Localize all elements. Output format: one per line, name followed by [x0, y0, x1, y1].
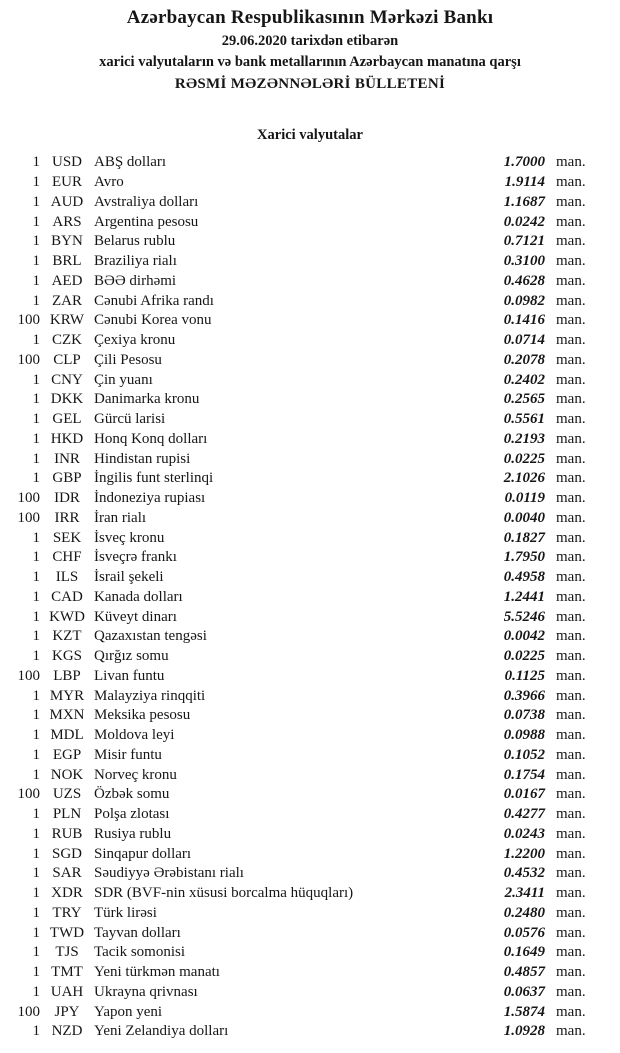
- rate-row: [0, 489, 620, 509]
- currency-code-cell: TWD: [49, 924, 85, 941]
- currency-name-cell: Argentina pesosu: [94, 213, 199, 230]
- rate-value-cell: 0.4628: [503, 272, 545, 289]
- currency-code-cell: CNY: [51, 371, 83, 388]
- unit-cell: man.: [556, 806, 586, 823]
- currency-code-cell: KGS: [51, 648, 82, 665]
- currency-code-cell: LBP: [53, 667, 81, 684]
- currency-code-cell: MYR: [49, 687, 85, 704]
- rate-value-cell: 0.4277: [503, 806, 545, 823]
- rate-row: [0, 805, 620, 825]
- rate-value-cell: 0.0982: [503, 292, 545, 309]
- currency-name-cell: ABŞ dolları: [94, 154, 167, 171]
- rate-value-cell: 1.1687: [503, 193, 545, 210]
- quantity-cell: 1: [32, 983, 40, 1000]
- rate-value-cell: 0.1416: [503, 312, 545, 329]
- rate-row: [0, 509, 620, 529]
- unit-cell: man.: [556, 193, 586, 210]
- unit-cell: man.: [556, 845, 586, 862]
- quantity-cell: 1: [32, 707, 40, 724]
- rate-value-cell: 1.5874: [503, 1003, 545, 1020]
- quantity-cell: 100: [17, 509, 40, 526]
- currency-name-cell: İsrail şekeli: [94, 569, 164, 586]
- currency-name-cell: Çexiya kronu: [94, 332, 176, 349]
- unit-cell: man.: [556, 885, 586, 902]
- rate-row: [0, 311, 620, 331]
- quantity-cell: 1: [32, 292, 40, 309]
- quantity-cell: 1: [32, 233, 40, 250]
- rate-value-cell: 0.0225: [503, 450, 545, 467]
- currency-code-cell: ILS: [55, 569, 79, 586]
- rate-value-cell: 1.2441: [503, 588, 545, 605]
- quantity-cell: 1: [32, 1023, 40, 1040]
- bank-title: Azərbaycan Respublikasının Mərkəzi Bankı: [126, 7, 494, 28]
- rate-value-cell: 0.0042: [503, 628, 545, 645]
- quantity-cell: 1: [32, 588, 40, 605]
- rate-value-cell: 0.4958: [503, 569, 545, 586]
- currency-code-cell: KRW: [49, 312, 85, 329]
- rate-row: [0, 904, 620, 924]
- currency-code-cell: AUD: [50, 193, 84, 210]
- quantity-cell: 1: [32, 904, 40, 921]
- currency-name-cell: Yapon yeni: [94, 1003, 163, 1020]
- currency-code-cell: CZK: [52, 332, 82, 349]
- rate-value-cell: 0.0738: [503, 707, 545, 724]
- quantity-cell: 1: [32, 411, 40, 428]
- currency-code-cell: XDR: [51, 885, 83, 902]
- currency-name-cell: İngilis funt sterlinqi: [94, 470, 214, 487]
- unit-cell: man.: [556, 1023, 586, 1040]
- currency-name-cell: Cənubi Korea vonu: [94, 312, 212, 329]
- bulletin-header: [0, 0, 620, 95]
- rate-value-cell: 0.0714: [503, 332, 545, 349]
- quantity-cell: 1: [32, 865, 40, 882]
- unit-cell: man.: [556, 509, 586, 526]
- quantity-cell: 1: [32, 964, 40, 981]
- rate-row: [0, 607, 620, 627]
- quantity-cell: 1: [32, 608, 40, 625]
- currency-name-cell: Qazaxıstan tengəsi: [94, 628, 207, 645]
- currency-code-cell: NZD: [51, 1023, 83, 1040]
- currency-name-cell: Sinqapur dolları: [94, 845, 192, 862]
- unit-cell: man.: [556, 825, 586, 842]
- rate-row: [0, 528, 620, 548]
- currency-name-cell: Polşa zlotası: [94, 806, 170, 823]
- rate-value-cell: 1.7000: [503, 154, 545, 171]
- currency-name-cell: Braziliya rialı: [94, 253, 177, 270]
- rate-row: [0, 252, 620, 272]
- rate-value-cell: 0.0040: [503, 509, 545, 526]
- rate-row: [0, 746, 620, 766]
- rate-row: [0, 370, 620, 390]
- unit-cell: man.: [556, 569, 586, 586]
- currency-name-cell: Malayziya rinqqiti: [94, 687, 206, 704]
- unit-cell: man.: [556, 154, 586, 171]
- unit-cell: man.: [556, 430, 586, 447]
- currency-name-cell: Cənubi Afrika randı: [94, 292, 214, 309]
- currency-code-cell: KZT: [52, 628, 82, 645]
- quantity-cell: 1: [32, 687, 40, 704]
- rate-value-cell: 0.0637: [503, 983, 545, 1000]
- rate-row: [0, 173, 620, 193]
- currency-code-cell: UAH: [50, 983, 84, 1000]
- rate-row: [0, 469, 620, 489]
- unit-cell: man.: [556, 272, 586, 289]
- rate-row: [0, 548, 620, 568]
- rate-value-cell: 0.2402: [503, 371, 545, 388]
- currency-name-cell: Türk lirəsi: [94, 904, 157, 921]
- rate-value-cell: 1.0928: [503, 1023, 545, 1040]
- currency-code-cell: SEK: [52, 529, 82, 546]
- unit-cell: man.: [556, 608, 586, 625]
- currency-code-cell: JPY: [54, 1003, 80, 1020]
- quantity-cell: 1: [32, 529, 40, 546]
- currency-name-cell: Tayvan dolları: [94, 924, 181, 941]
- rate-row: [0, 272, 620, 292]
- quantity-cell: 1: [32, 450, 40, 467]
- unit-cell: man.: [556, 233, 586, 250]
- currency-code-cell: USD: [51, 154, 82, 171]
- currency-name-cell: Avro: [94, 174, 124, 191]
- currency-code-cell: ZAR: [52, 292, 82, 309]
- unit-cell: man.: [556, 312, 586, 329]
- currency-name-cell: İran rialı: [94, 509, 147, 526]
- unit-cell: man.: [556, 904, 586, 921]
- currency-code-cell: PLN: [52, 806, 82, 823]
- currency-code-cell: CHF: [52, 549, 82, 566]
- currency-code-cell: TJS: [55, 944, 79, 961]
- quantity-cell: 1: [32, 391, 40, 408]
- quantity-cell: 100: [17, 786, 40, 803]
- rate-row: [0, 765, 620, 785]
- currency-name-cell: İsveçrə frankı: [94, 549, 177, 566]
- rate-value-cell: 0.2565: [503, 391, 545, 408]
- currency-name-cell: Kanada dolları: [94, 588, 183, 605]
- rate-value-cell: 2.1026: [503, 470, 545, 487]
- currency-name-cell: Qırğız somu: [94, 648, 169, 665]
- quantity-cell: 1: [32, 628, 40, 645]
- rate-value-cell: 0.0988: [503, 727, 545, 744]
- unit-cell: man.: [556, 174, 586, 191]
- currency-code-cell: CAD: [51, 588, 83, 605]
- quantity-cell: 1: [32, 174, 40, 191]
- quantity-cell: 1: [32, 193, 40, 210]
- quantity-cell: 1: [32, 806, 40, 823]
- unit-cell: man.: [556, 411, 586, 428]
- currency-code-cell: BYN: [51, 233, 83, 250]
- rate-value-cell: 0.0167: [503, 786, 545, 803]
- unit-cell: man.: [556, 687, 586, 704]
- quantity-cell: 100: [17, 312, 40, 329]
- rate-value-cell: 0.0576: [503, 924, 545, 941]
- unit-cell: man.: [556, 924, 586, 941]
- rate-row: [0, 410, 620, 430]
- rate-row: [0, 331, 620, 351]
- quantity-cell: 100: [17, 351, 40, 368]
- rate-row: [0, 943, 620, 963]
- currency-code-cell: HKD: [50, 430, 84, 447]
- quantity-cell: 1: [32, 766, 40, 783]
- currency-code-cell: NOK: [50, 766, 84, 783]
- currency-code-cell: GBP: [52, 470, 82, 487]
- unit-cell: man.: [556, 490, 586, 507]
- currency-name-cell: Honq Konq dolları: [94, 430, 208, 447]
- bulletin-title: RƏSMİ MƏZƏNNƏLƏRİ BÜLLETENİ: [174, 76, 446, 92]
- currency-code-cell: DKK: [50, 391, 84, 408]
- currency-code-cell: ARS: [52, 213, 82, 230]
- rate-row: [0, 212, 620, 232]
- currency-name-cell: BƏƏ dirhəmi: [94, 272, 177, 289]
- currency-code-cell: TMT: [51, 964, 83, 981]
- currency-code-cell: INR: [54, 450, 80, 467]
- rate-value-cell: 0.7121: [503, 233, 545, 250]
- rates-table: [0, 153, 620, 1042]
- rate-row: [0, 825, 620, 845]
- rate-row: [0, 923, 620, 943]
- rate-value-cell: 0.3966: [503, 687, 545, 704]
- currency-name-cell: İsveç kronu: [94, 529, 165, 546]
- quantity-cell: 100: [17, 667, 40, 684]
- quantity-cell: 1: [32, 648, 40, 665]
- rate-row: [0, 351, 620, 371]
- currency-name-cell: Küveyt dinarı: [94, 608, 177, 625]
- currency-code-cell: UZS: [52, 786, 82, 803]
- quantity-cell: 100: [17, 490, 40, 507]
- currency-name-cell: Misir funtu: [94, 746, 162, 763]
- currency-code-cell: IDR: [54, 490, 80, 507]
- effective-date-line: 29.06.2020 tarixdən etibarən: [221, 33, 399, 49]
- rate-value-cell: 0.1649: [503, 944, 545, 961]
- quantity-cell: 1: [32, 924, 40, 941]
- rate-value-cell: 0.0119: [504, 490, 545, 507]
- unit-cell: man.: [556, 391, 586, 408]
- quantity-cell: 1: [32, 944, 40, 961]
- rate-value-cell: 2.3411: [504, 885, 545, 902]
- rate-value-cell: 0.1754: [503, 766, 545, 783]
- rate-value-cell: 0.0242: [503, 213, 545, 230]
- quantity-cell: 1: [32, 549, 40, 566]
- currency-name-cell: İndoneziya rupiası: [94, 490, 206, 507]
- currency-code-cell: AED: [51, 272, 83, 289]
- section-title-foreign-currencies: Xarici valyutalar: [257, 127, 363, 143]
- currency-name-cell: Danimarka kronu: [94, 391, 200, 408]
- rate-row: [0, 588, 620, 608]
- currency-code-cell: SGD: [51, 845, 82, 862]
- rate-value-cell: 0.1052: [503, 746, 545, 763]
- rate-value-cell: 1.7950: [503, 549, 545, 566]
- currency-name-cell: Tacik somonisi: [94, 944, 186, 961]
- rate-value-cell: 0.2480: [503, 904, 545, 921]
- rate-row: [0, 291, 620, 311]
- quantity-cell: 1: [32, 569, 40, 586]
- currency-name-cell: Yeni Zelandiya dolları: [94, 1023, 229, 1040]
- quantity-cell: 1: [32, 213, 40, 230]
- rate-row: [0, 449, 620, 469]
- currency-name-cell: Hindistan rupisi: [94, 450, 191, 467]
- currency-name-cell: Çili Pesosu: [94, 351, 162, 368]
- unit-cell: man.: [556, 727, 586, 744]
- rate-value-cell: 0.2078: [503, 351, 545, 368]
- quantity-cell: 1: [32, 746, 40, 763]
- quantity-cell: 1: [32, 371, 40, 388]
- rate-row: [0, 785, 620, 805]
- unit-cell: man.: [556, 1003, 586, 1020]
- quantity-cell: 100: [17, 1003, 40, 1020]
- rate-row: [0, 884, 620, 904]
- unit-cell: man.: [556, 746, 586, 763]
- rate-row: [0, 844, 620, 864]
- currency-code-cell: EGP: [52, 746, 82, 763]
- rate-row: [0, 153, 620, 173]
- currency-code-cell: EUR: [52, 174, 82, 191]
- rate-row: [0, 706, 620, 726]
- rate-value-cell: 5.5246: [503, 608, 545, 625]
- unit-cell: man.: [556, 351, 586, 368]
- rate-row: [0, 647, 620, 667]
- currency-code-cell: KWD: [49, 608, 85, 625]
- rate-value-cell: 0.1125: [504, 667, 545, 684]
- currency-code-cell: TRY: [52, 904, 82, 921]
- rate-value-cell: 1.9114: [504, 174, 545, 191]
- rate-row: [0, 983, 620, 1003]
- unit-cell: man.: [556, 529, 586, 546]
- unit-cell: man.: [556, 786, 586, 803]
- quantity-cell: 1: [32, 272, 40, 289]
- rate-row: [0, 686, 620, 706]
- unit-cell: man.: [556, 964, 586, 981]
- unit-cell: man.: [556, 470, 586, 487]
- rate-row: [0, 568, 620, 588]
- rate-value-cell: 0.5561: [503, 411, 545, 428]
- unit-cell: man.: [556, 628, 586, 645]
- currency-code-cell: MXN: [49, 707, 85, 724]
- unit-cell: man.: [556, 648, 586, 665]
- rate-row: [0, 627, 620, 647]
- currency-name-cell: Özbək somu: [94, 786, 170, 803]
- currency-name-cell: Avstraliya dolları: [94, 193, 199, 210]
- currency-name-cell: Rusiya rublu: [94, 825, 172, 842]
- quantity-cell: 1: [32, 332, 40, 349]
- currency-name-cell: SDR (BVF-nin xüsusi borcalma hüquqları): [94, 885, 354, 902]
- currency-code-cell: GEL: [52, 411, 82, 428]
- quantity-cell: 1: [32, 727, 40, 744]
- rate-value-cell: 0.2193: [503, 430, 545, 447]
- quantity-cell: 1: [32, 825, 40, 842]
- currency-name-cell: Meksika pesosu: [94, 707, 191, 724]
- rate-value-cell: 0.0225: [503, 648, 545, 665]
- currency-code-cell: IRR: [54, 509, 80, 526]
- rate-row: [0, 193, 620, 213]
- rate-row: [0, 963, 620, 983]
- currency-code-cell: SAR: [52, 865, 82, 882]
- bulletin-subtitle: xarici valyutaların və bank metallarının Azərbaycan manatına qarşı: [99, 54, 521, 70]
- rate-value-cell: 0.4857: [503, 964, 545, 981]
- unit-cell: man.: [556, 766, 586, 783]
- currency-name-cell: Yeni türkmən manatı: [94, 964, 220, 981]
- rate-row: [0, 1002, 620, 1022]
- rate-value-cell: 0.1827: [503, 529, 545, 546]
- rate-row: [0, 390, 620, 410]
- currency-name-cell: Moldova leyi: [94, 727, 175, 744]
- unit-cell: man.: [556, 549, 586, 566]
- rate-value-cell: 0.3100: [503, 253, 545, 270]
- unit-cell: man.: [556, 944, 586, 961]
- currency-name-cell: Ukrayna qrivnası: [94, 983, 198, 1000]
- rate-row: [0, 667, 620, 687]
- currency-name-cell: Belarus rublu: [94, 233, 176, 250]
- rate-row: [0, 232, 620, 252]
- unit-cell: man.: [556, 667, 586, 684]
- quantity-cell: 1: [32, 154, 40, 171]
- unit-cell: man.: [556, 450, 586, 467]
- unit-cell: man.: [556, 865, 586, 882]
- unit-cell: man.: [556, 707, 586, 724]
- unit-cell: man.: [556, 588, 586, 605]
- rate-row: [0, 726, 620, 746]
- rate-row: [0, 430, 620, 450]
- quantity-cell: 1: [32, 845, 40, 862]
- rate-value-cell: 0.0243: [503, 825, 545, 842]
- unit-cell: man.: [556, 253, 586, 270]
- currency-name-cell: Gürcü larisi: [94, 411, 166, 428]
- currency-name-cell: Norveç kronu: [94, 766, 177, 783]
- currency-name-cell: Səudiyyə Ərəbistanı rialı: [94, 865, 244, 882]
- currency-code-cell: CLP: [53, 351, 81, 368]
- rate-value-cell: 0.4532: [503, 865, 545, 882]
- unit-cell: man.: [556, 371, 586, 388]
- quantity-cell: 1: [32, 430, 40, 447]
- quantity-cell: 1: [32, 470, 40, 487]
- unit-cell: man.: [556, 332, 586, 349]
- rate-value-cell: 1.2200: [503, 845, 545, 862]
- unit-cell: man.: [556, 292, 586, 309]
- unit-cell: man.: [556, 983, 586, 1000]
- rate-row: [0, 1022, 620, 1042]
- currency-code-cell: MDL: [50, 727, 84, 744]
- currency-name-cell: Çin yuanı: [94, 371, 153, 388]
- currency-name-cell: Livan funtu: [94, 667, 165, 684]
- quantity-cell: 1: [32, 885, 40, 902]
- unit-cell: man.: [556, 213, 586, 230]
- quantity-cell: 1: [32, 253, 40, 270]
- currency-code-cell: RUB: [51, 825, 83, 842]
- rate-row: [0, 864, 620, 884]
- currency-code-cell: BRL: [52, 253, 82, 270]
